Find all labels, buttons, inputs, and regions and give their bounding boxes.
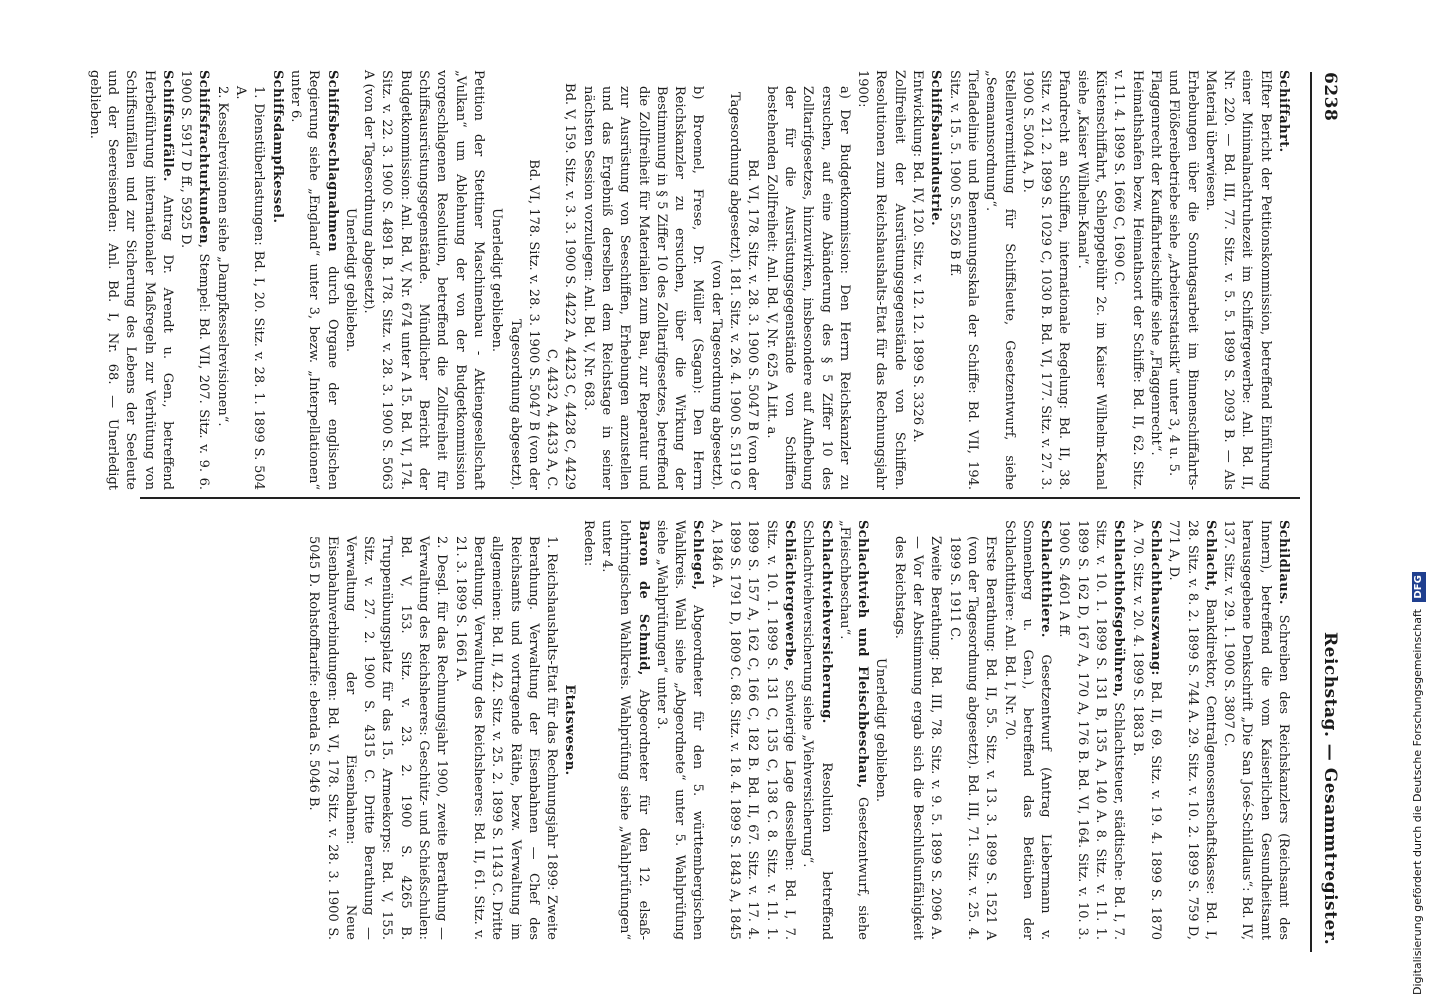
register-entry: Heimathshafen bezw. Heimathsort der Schiffe: Bd. II, 62. Sitz. v. 11. 4. 1899 S. 1669 C, 1690 C. [1111,70,1145,490]
register-entry: Entwicklung: Bd. IV, 120. Sitz. v. 12. 12. 1899 S. 3326 A. [910,70,926,443]
entry-heading: Etatswesen. [562,684,578,776]
register-entry: Unerledigt geblieben. [489,207,505,353]
register-entry: Bd. VI, 178. Sitz. v. 28. 3. 1900 S. 5047 B (von der Tagesordnung abgesetzt). 181. Sitz. v. 26. 4. 1900 S. 5119 C (von der Tagesordnung abgesetzt). [708,91,761,490]
entry-keyword: Schiffsunfälle. [159,70,175,182]
register-entry: Baron de Schmid, Abgeordneter für den 12. elsaß-lothringischen Wahlkreis. Wahlprüfung siehe „Wahlprüfungen“ unter 4. [599,520,651,940]
entry-keyword: Schlachtviehversicherung. [818,520,834,724]
register-entry: Schildlaus. Schreiben des Reichskanzlers (Reichsamt des Innern), betreffend die vom Kaiserlichen Gesundheitsamt herausgegebene Denkschrift „Die San José-Schildlaus“: Bd. IV, 137. Sitz. v. 29. 1. 1900 S. 3807 C. [1221,520,1291,940]
register-entry: a) Der Budgetkommission: Den Herrn Reichskanzler zu ersuchen, auf eine Abänderung des § 5 Ziffer 10 des Zolltarifgesetzes, hinzuwirken, insbesondere auf Aufhebung der für die Ausrüstungsgegenstände von Schiffen bestehenden Zollfreiheit: Anl. Bd. V, Nr. 625 A Litt. a. [763,86,852,490]
entry-heading: Schiffahrt. [1276,70,1291,153]
dfg-logo: DFG [1412,572,1426,601]
entry-keyword: Schlegel, [690,520,706,591]
register-entry: Schiffsfrachturkunden, Stempel: Bd. VII, 207. Sitz. v. 9. 6. 1900 S. 5917 D ff., 5925 D. [178,70,212,490]
entry-keyword: Schlacht, [1202,520,1218,592]
register-entry: Schlächtergewerbe, schwierige Lage desselben: Bd. I, 7. Sitz. v. 10. 1. 1899 S. 131 C, 135 C, 138 C. 8. Sitz. v. 11. 1. 1899 S. 157 A, 162 C, 166 C, 182 B. Bd. II, 67. Sitz. v. 17. 4. 1899 S. 1791 D, 1809 C. 68. Sitz. v. 18. 4. 1899 S. 1843 A, 1845 A, 1846 A. [708,520,797,940]
register-entry: Elfter Bericht der Petitionskommission, betreffend Einführung einer Minimalnachtruhezeit im Schiffergewerbe: Anl. Bd. II, Nr. 220. — Bd. III, 77. Sitz. v. 5. 5. 1899 S. 2093 B. — Als Material überwiesen. [1202,70,1273,490]
register-entry: Schlachtviehversicherung. Resolution betreffend Schlachtviehversicherung siehe „Viehversicherung“. [800,520,834,940]
register-entry: b) Broemel, Frese, Dr. Müller (Sagan): Den Herrn Reichskanzler zu ersuchen, über die Wirkung der Bestimmung in § 5 Ziffer 10 des Zolltarifgesetzes, betreffend die Zollfreiheit für Materialien zum Bau, zur Reparatur und zur Ausrüstung von Seeschiffen, Erhebungen anzustellen und das Ergebniß derselben dem Reichstage in seiner nächsten Session vorzulegen: Anl. Bd. V, Nr. 683. [580,86,706,490]
register-entry: Bd. VI, 178. Sitz. v. 28. 3. 1900 S. 5047 B (von der Tagesordnung abgesetzt). [507,159,541,490]
register-entry: Schlachthauszwang: Bd. II, 69. Sitz. v. 19. 4. 1899 S. 1870 A. 70. Sitz. v. 20. 4. 1899 S. 1883 B. [1129,520,1163,940]
entry-keyword: Schlachthauszwang: [1147,520,1163,676]
entry-heading: Schiffsbauindustrie. [928,70,944,227]
entry-keyword: Schiffsfrachturkunden [196,70,212,244]
register-entry: Schlachthofsgebühren, Schlachtsteuer, städtische: Bd. I, 7. Sitz. v. 10. 1. 1899 S. 131 B, 135 A, 140 A. 8. Sitz. v. 11. 1. 1899 S. 162 D, 167 A, 170 A, 176 B. Bd. VI, 164. Sitz. v. 10. 3. 1900 S. 4601 A ff. [1056,520,1127,940]
register-entry: Schlachtthiere. Gesetzentwurf (Antrag Liebermann v. Sonnenberg u. Gen.), betreffend das Betäuben der Schlachtthiere: Anl. Bd. I, Nr. 70. [1001,520,1054,940]
entry-keyword: Schlächtergewerbe, [781,520,797,672]
register-entry: Schlacht, Bankdirektor, Centralgenossenschaftskasse: Bd. I, 28. Sitz. v. 8. 2. 1899 S. 744 A. 29. Sitz. v. 10. 2. 1899 S. 759 D, 771 A, D. [1166,520,1218,940]
register-entry: Unerledigt geblieben. [342,207,358,353]
entry-keyword: Schildlaus. [1276,520,1291,605]
page-number: 6238 [1320,72,1340,122]
register-entry: Petition der Stettiner Maschinenbau - Aktiengesellschaft „Vulkan“ um Ablehnung der von der Budgetkommission vorgeschlagenen Resolution, betreffend die Zollfreiheit für Schiffsausrüstungsgegenstände. Mündlicher Bericht der Budgetkommission: Anl. Bd. V, Nr. 674 unter A 15. Bd. VI, 174. Sitz. v. 22. 3. 1900 S. 4891 B. 178. Sitz. v. 28. 3. 1900 S. 5063 A (von der Tagesordnung abgesetzt). [361,70,486,490]
entry-keyword: Schiffsbeschlagnahmen [324,70,340,252]
register-entry: Schlachtvieh und Fleischbeschau, Gesetzentwurf, siehe „Fleischbeschau“. [836,520,871,941]
register-entry: Schlegel, Abgeordneter für den 5. württembergischen Wahlkreis. Wahl siehe „Abgeordnete“ unter 5. Wahlprüfung siehe „Wahlprüfungen“ unter 3. [653,520,706,940]
register-entry: Küstenschiffahrt, Schleppgebühr 2c. im Kaiser Wilhelm-Kanal siehe „Kaiser Wilhelm-Kanal“. [1074,70,1109,490]
register-entry: Reden: [580,520,596,567]
register-entry: Schiffsbeschlagnahmen durch Organe der englischen Regierung siehe „England“ unter 3, bezw. „Interpellationen“ unter 6. [287,70,340,490]
register-entry: Bd. V, 159. Sitz. v. 3. 3. 1900 S. 4422 A, 4423 C, 4428 C, 4429 C, 4432 A, 4433 A, C. [544,83,578,490]
register-entry: Erhebungen über die Sonntagsarbeit im Binnenschiffahrts- und Flößereibetriebe siehe „Arbeiterstatistik“ unter 3, 4 u. 5. [1166,70,1200,490]
entry-keyword: Schlachthofsgebühren, [1111,520,1127,698]
register-entry: Zollfreiheit der Ausrüstungsgegenstände von Schiffen. Resolutionen zum Reichshaushalts-Etat für das Rechnungsjahr 1900: [855,70,907,490]
register-entry: 1. Reichshaushalts-Etat für das Rechnungsjahr 1899: Zweite Berathung. Verwaltung der Eisenbahnen — Chef des Reichsamts und vortragende Räthe, bezw. Verwaltung im allgemeinen: Bd. II, 42. Sitz. v. 25. 2. 1899 S. 1143 C. Dritte Berathung. Verwaltung des Reichsheeres: Bd. II, 61. Sitz. v. 21. 3. 1899 S. 1661 A. [452,536,560,940]
left-column [84,70,1292,490]
entry-keyword: Schlachtvieh und Fleischbeschau, [855,520,871,789]
register-entry: Tiefladelinie und Benennungsskala der Schiffe: Bd. VII, 194. Sitz. v. 15. 5. 1900 S. 5526 B ff. [946,70,980,490]
header-rule [1310,72,1312,952]
column-divider [140,497,1300,499]
right-column [304,520,1292,940]
register-entry: 1. Dienstüberlastungen: Bd. I, 20. Sitz. v. 28. 1. 1899 S. 504 A. [233,86,267,490]
register-entry: 2. Kesselrevisionen siehe „Dampfkesselrevisionen“. [214,86,230,427]
entry-keyword: Schlachtthiere. [1038,520,1054,638]
register-entry: Pfandrecht an Schiffen, internationale Regelung: Bd. II, 38. Sitz. v. 21. 2. 1899 S. 1029 C, 1030 B. Bd. VI, 177. Sitz. v. 27. 3. 1900 S. 5004 A, D. [1019,70,1072,490]
register-entry: Stellenvermittlung für Schiffsleute, Gesetzentwurf, siehe „Seemannsordnung“. [983,70,1017,490]
register-entry: 2. Desgl. für das Rechnungsjahr 1900, zweite Berathung — Verwaltung des Reichsheeres: Geschütz- und Schießschulen: Bd. V, 153. Sitz. v. 23. 2. 1900 S. 4265 B. Truppenübungsplatz für das 15. Armeekorps: Bd. V, 155. Sitz. v. 27. 2. 1900 S. 4315 C. Dritte Berathung — Verwaltung der Eisenbahnen: Neue Eisenbahnverbindungen: Bd. VI, 178. Sitz. v. 28. 3. 1900 S. 5045 D. Rohstofftarife: ebenda S. 5046 B. [306,536,450,940]
register-entry: Unerledigt geblieben. [873,657,889,803]
register-entry: Erste Berathung: Bd. II, 55. Sitz. v. 13. 3. 1899 S. 1521 A (von der Tagesordnung abgesetzt). Bd. III, 71. Sitz. v. 25. 4. 1899 S. 1911 C. [946,536,999,940]
register-entry: Schiffsunfälle. Antrag Dr. Arendt u. Gen., betreffend Herbeiführung internationaler Maßregeln zur Verhütung von Schiffsunfällen und zur Sicherung des Lebens der Seeleute und der Seereisenden: Anl. Bd. I, Nr. 68. — Unerledigt geblieben. [86,70,175,490]
footer-text: Digitalisierung gefördert durch die Deutsche Forschungsgemeinschaft [1411,609,1424,995]
entry-keyword: Baron de Schmid, [635,520,651,676]
register-entry: Zweite Berathung: Bd. III, 78. Sitz. v. 9. 5. 1899 S. 2096 A. — Vor der Abstimmung ergab sich die Beschlußunfähigkeit des Reichstags. [891,536,944,940]
footer-credit [1408,575,1434,995]
entry-heading: Schiffsdampfkessel. [269,70,285,224]
register-title: Reichstag. — Gesammtregister. [1320,632,1340,946]
running-header [1314,72,1340,952]
register-entry: Flaggenrecht der Kauffahrteischiffe siehe „Flaggenrecht“. [1147,70,1163,456]
